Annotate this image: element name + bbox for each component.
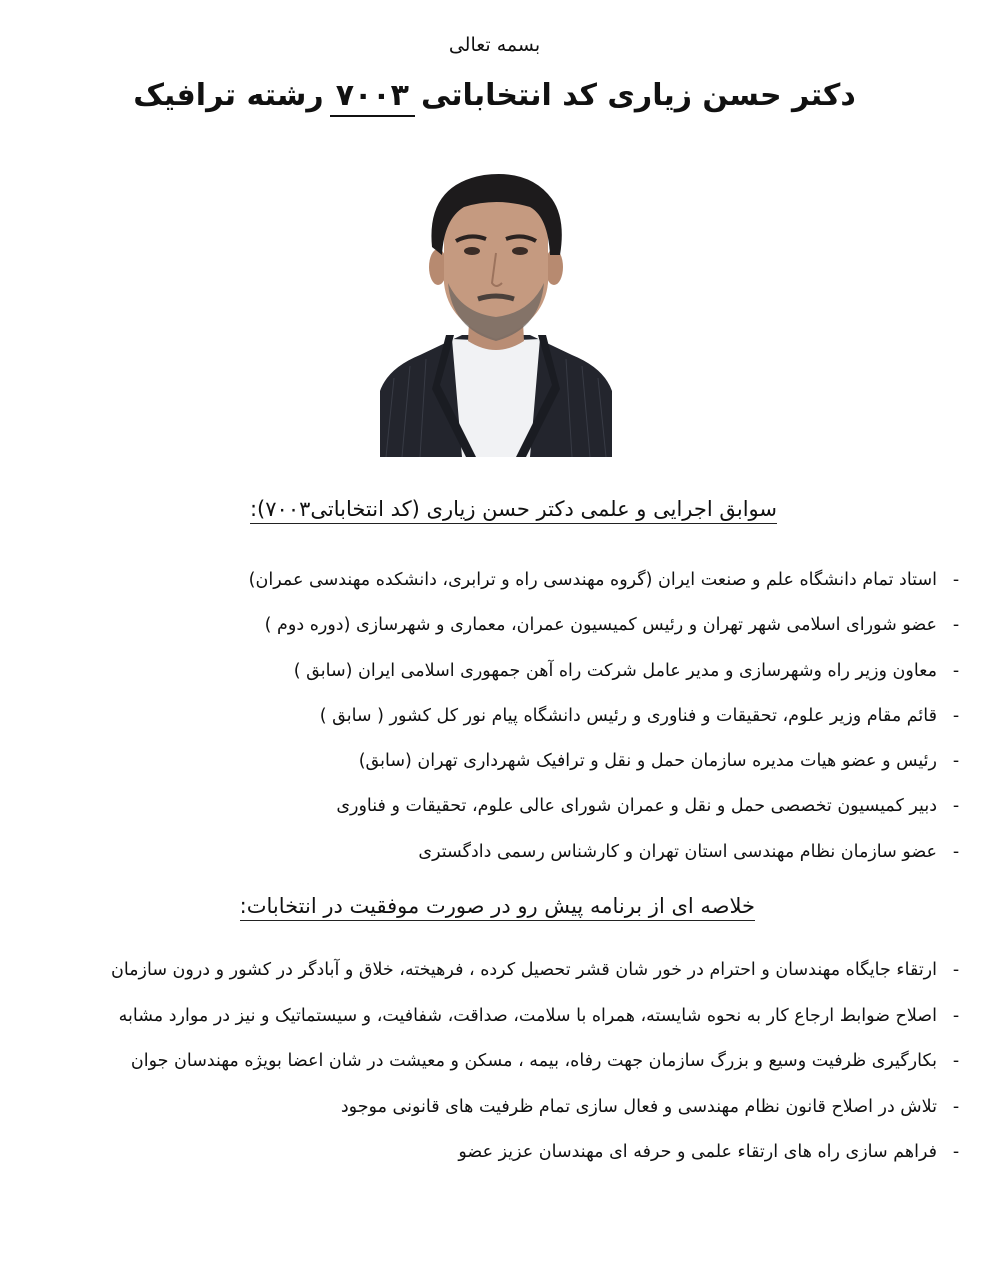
bullet-dash: - bbox=[952, 1005, 960, 1026]
list-item bbox=[249, 751, 961, 796]
list-item-text: عضو سازمان نظام مهندسی استان تهران و کارشناس رسمی دادگستری bbox=[418, 841, 937, 862]
title-field: رشته ترافیک bbox=[133, 78, 324, 113]
bullet-dash: - bbox=[952, 705, 960, 726]
bullet-dash: - bbox=[952, 751, 960, 772]
program-summary-heading: خلاصه ای از برنامه پیش رو در صورت موفقیت در انتخابات: bbox=[240, 894, 755, 921]
page-title bbox=[0, 78, 989, 117]
list-item bbox=[249, 570, 961, 615]
list-item bbox=[249, 661, 961, 706]
list-item bbox=[111, 1006, 961, 1052]
election-code: ۷۰۰۳ bbox=[330, 78, 415, 117]
list-item bbox=[249, 842, 961, 887]
bullet-dash: - bbox=[952, 841, 960, 862]
portrait-image bbox=[380, 163, 612, 457]
bullet-dash: - bbox=[952, 615, 960, 636]
list-item-text: معاون وزیر راه وشهرسازی و مدیر عامل شرکت راه آهن جمهوری اسلامی ایران (سابق ) bbox=[293, 660, 937, 681]
executive-records-list bbox=[249, 570, 961, 887]
list-item-text: عضو شورای اسلامی شهر تهران و رئیس کمیسیون عمران، معماری و شهرسازی (دوره دوم ) bbox=[264, 615, 937, 636]
list-item-text: رئیس و عضو هیات مدیره سازمان حمل و نقل و ترافیک شهرداری تهران (سابق) bbox=[358, 751, 937, 772]
bullet-dash: - bbox=[952, 1096, 960, 1117]
list-item-text: دبیر کمیسیون تخصصی حمل و نقل و عمران شورای عالی علوم، تحقیقات و فناوری bbox=[336, 796, 937, 817]
list-item-text: فراهم سازی راه های ارتقاء علمی و حرفه ای مهندسان عزیز عضو bbox=[458, 1142, 937, 1162]
list-item bbox=[249, 796, 961, 841]
bullet-dash: - bbox=[952, 660, 960, 681]
title-name: دکتر حسن زیاری کد انتخاباتی bbox=[420, 78, 856, 113]
executive-records-heading: سوابق اجرایی و علمی دکتر حسن زیاری (کد انتخاباتی۷۰۰۳): bbox=[250, 497, 777, 524]
bullet-dash: - bbox=[952, 1142, 960, 1162]
list-item-text: تلاش در اصلاح قانون نظام مهندسی و فعال سازی تمام ظرفیت های قانونی موجود bbox=[340, 1096, 937, 1117]
list-item bbox=[111, 1051, 961, 1097]
list-item-text: استاد تمام دانشگاه علم و صنعت ایران (گروه مهندسی راه و ترابری، دانشکده مهندسی عمران) bbox=[248, 570, 937, 590]
list-item bbox=[249, 615, 961, 660]
list-item-text: اصلاح ضوابط ارجاع کار به نحوه شایسته، همراه با سلامت، صداقت، شفافیت، و سیستماتیک و نیز در موارد مشابه bbox=[118, 1005, 937, 1026]
list-item-text: بکارگیری ظرفیت وسیع و بزرگ سازمان جهت رفاه، بیمه ، مسکن و معیشت در شان اعضا بویژه مهندسان جوان bbox=[130, 1051, 937, 1071]
bullet-dash: - bbox=[952, 570, 960, 590]
program-summary-list bbox=[111, 960, 961, 1188]
list-item-text: ارتقاء جایگاه مهندسان و احترام در خور شان قشر تحصیل کرده ، فرهیخته، خلاق و آبادگر در کشور و درون سازمان bbox=[110, 960, 937, 980]
bullet-dash: - bbox=[952, 1051, 960, 1071]
list-item bbox=[111, 1142, 961, 1188]
bullet-dash: - bbox=[952, 796, 960, 817]
list-item bbox=[111, 960, 961, 1006]
list-item bbox=[111, 1097, 961, 1143]
candidate-portrait bbox=[380, 163, 612, 457]
bismillah-heading: بسمه تعالی bbox=[448, 34, 541, 56]
bullet-dash: - bbox=[952, 960, 960, 980]
list-item-text: قائم مقام وزیر علوم، تحقیقات و فناوری و رئیس دانشگاه پیام نور کل کشور ( سابق ) bbox=[319, 705, 937, 726]
list-item bbox=[249, 706, 961, 751]
